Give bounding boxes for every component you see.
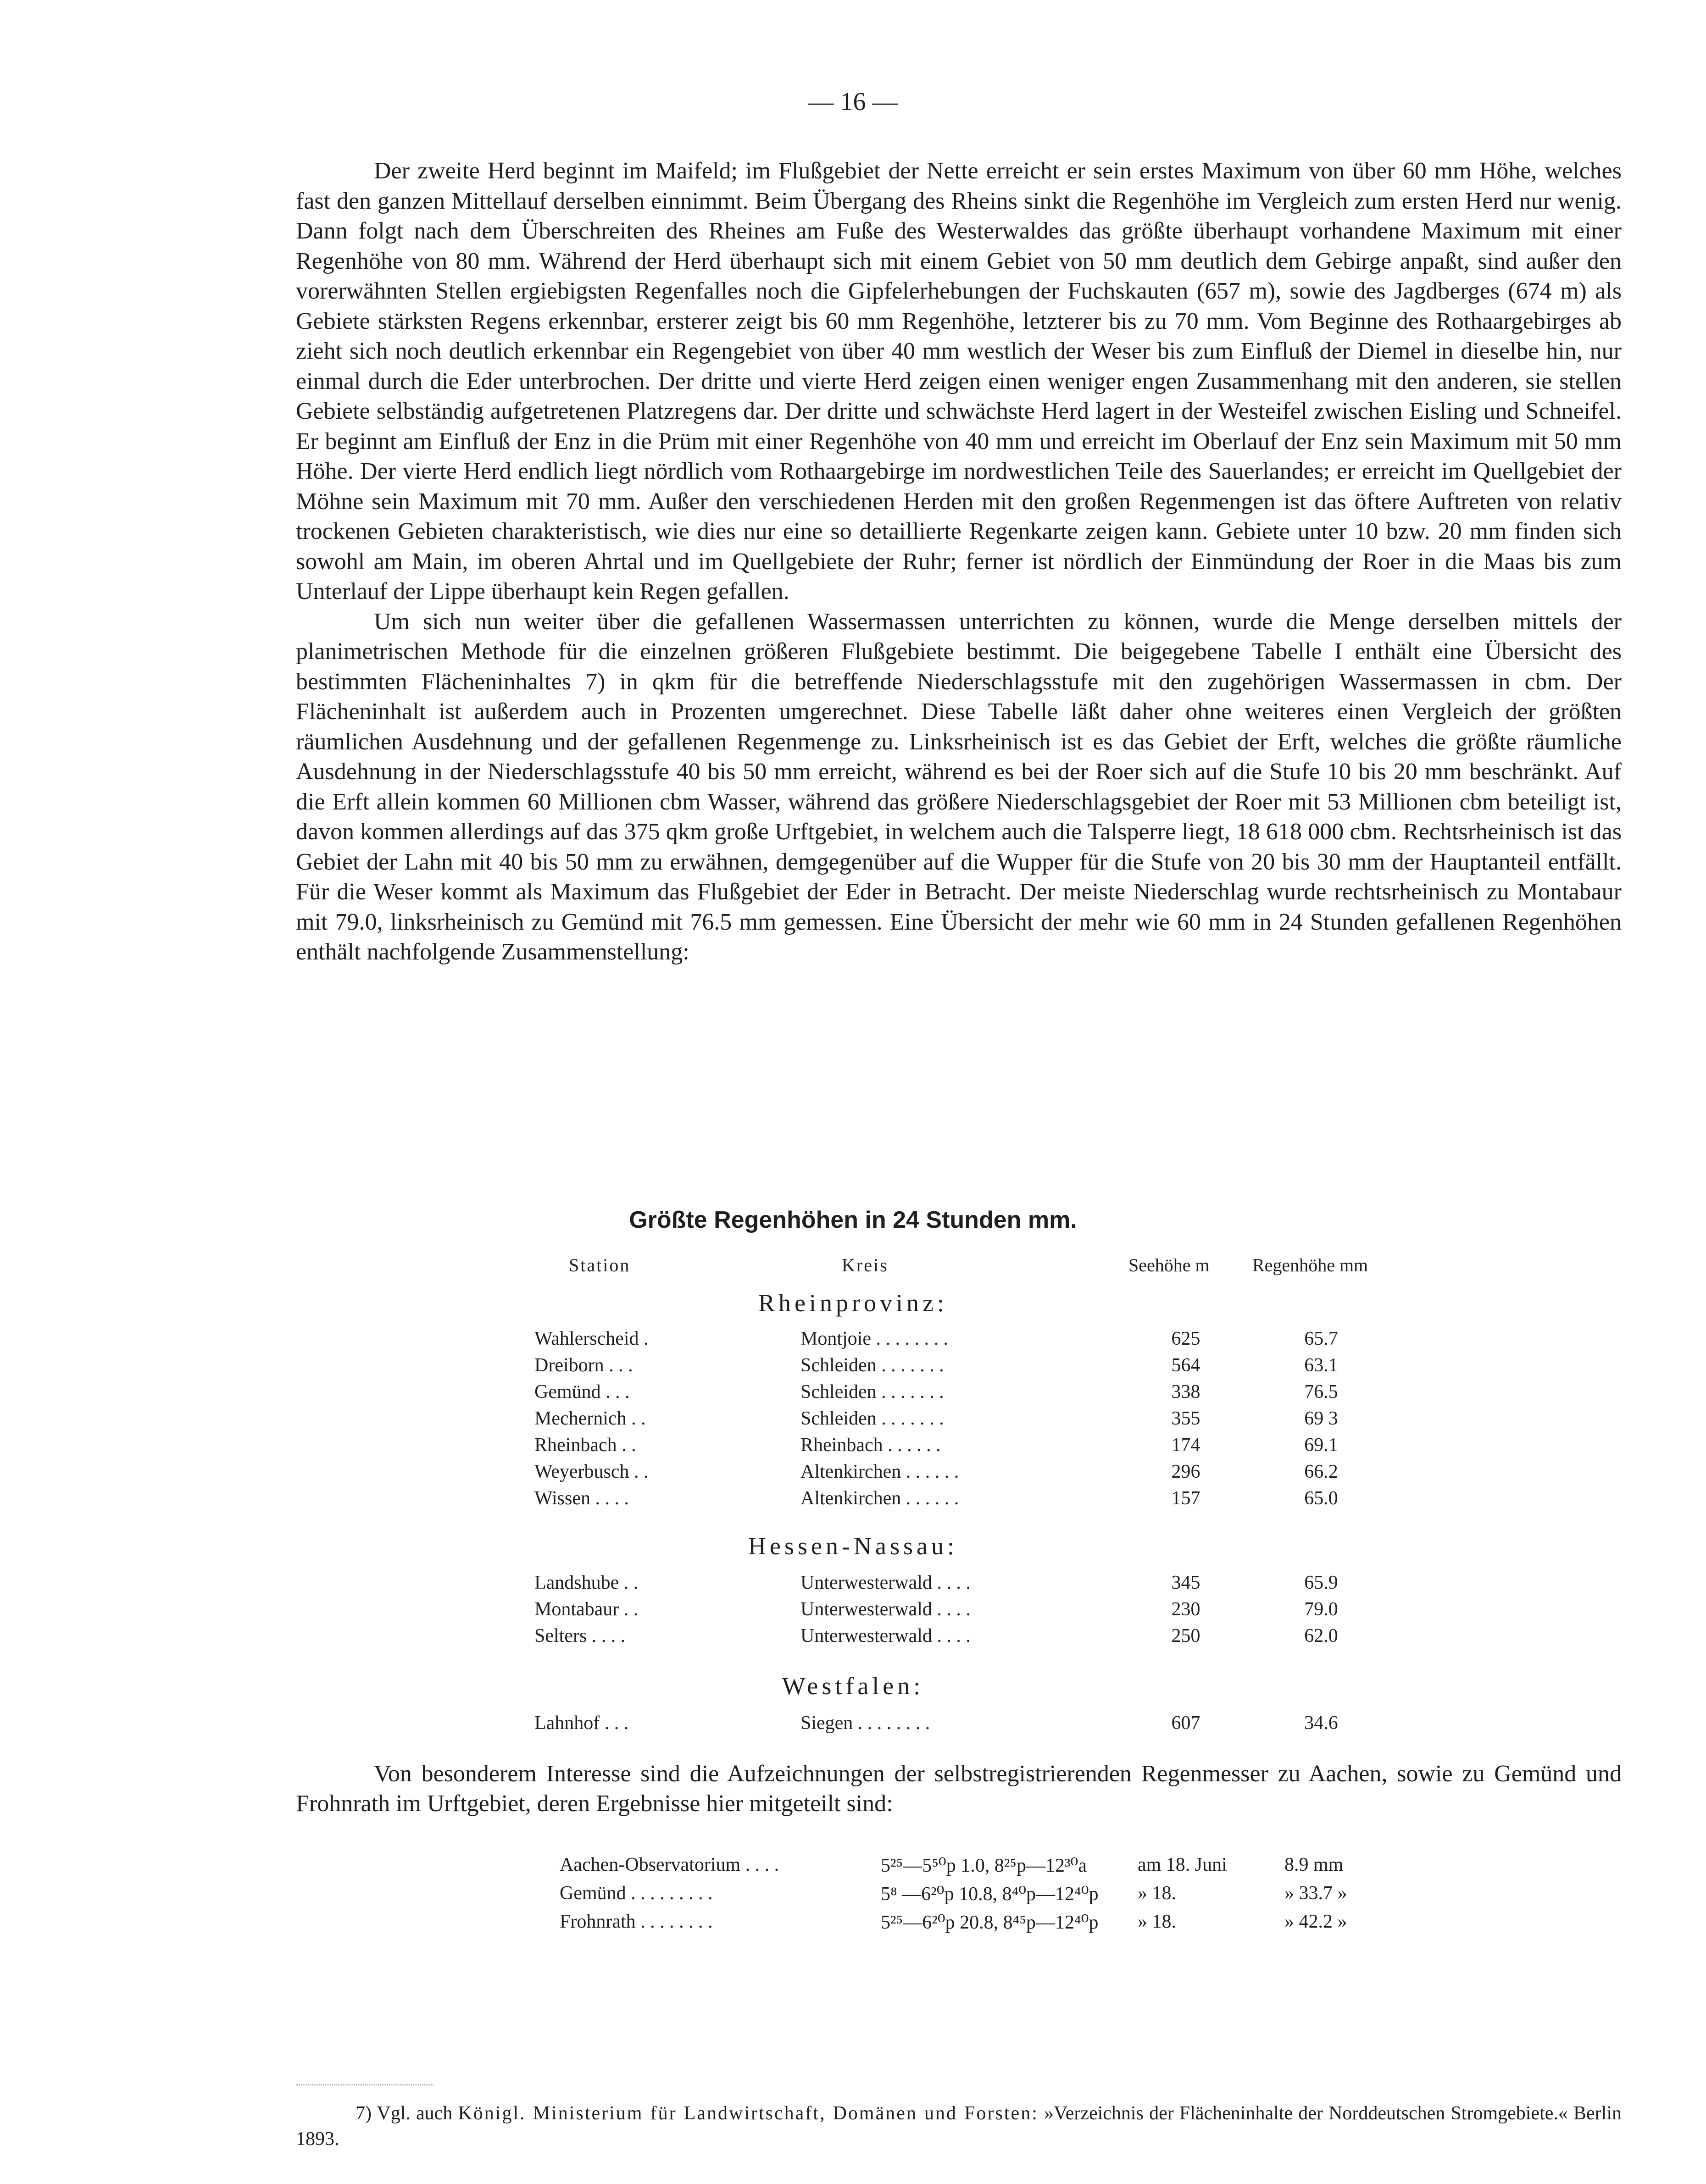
footnote-reference: »Verzeichnis der Flächeninhalte der Norddeutschen Stromgebiete.« Berlin 1893. xyxy=(296,2103,1622,2150)
table-row xyxy=(0,1434,1706,1460)
recorder-station: Gemünd . . . . . . . . . xyxy=(560,1883,713,1904)
table-header-kreis: Kreis xyxy=(842,1255,889,1275)
kreis-name: Unterwesterwald . . . . xyxy=(800,1572,971,1593)
table-header-regenhoehe: Regenhöhe mm xyxy=(1252,1255,1368,1275)
regenhoehe-value: 65.7 xyxy=(1304,1328,1338,1349)
seehoehe-value: 174 xyxy=(1171,1435,1200,1456)
kreis-name: Schleiden . . . . . . . xyxy=(800,1381,944,1402)
station-name: Selters . . . . xyxy=(534,1625,626,1646)
seehoehe-value: 355 xyxy=(1171,1408,1200,1429)
station-name: Gemünd . . . xyxy=(534,1381,630,1402)
region-heading-westfalen: Westfalen: xyxy=(782,1672,924,1700)
recorder-date: » 18. xyxy=(1138,1883,1176,1904)
recorder-value: » 33.7 » xyxy=(1284,1883,1347,1904)
recorder-times: 5²⁵—5⁵⁰p 1.0, 8²⁵p—12³⁰a xyxy=(881,1855,1087,1876)
regenhoehe-value: 66.2 xyxy=(1304,1461,1338,1482)
recorder-value: » 42.2 » xyxy=(1284,1911,1347,1932)
station-name: Lahnhof . . . xyxy=(534,1713,629,1734)
recorder-intro xyxy=(296,1759,1622,1818)
seehoehe-value: 607 xyxy=(1171,1713,1200,1734)
station-name: Wissen . . . . xyxy=(534,1488,629,1509)
paragraph-zweiter-herd: Der zweite Herd beginnt im Maifeld; im Flußgebiet der Nette erreicht er sein erstes Maximum von über 60 mm Höhe, welches fast den ganzen Mittellauf derselben einnimmt. Beim Übergang des Rheins sinkt die Regenhöhe im Vergleich zum ersten Herd nur wenig. Dann folgt nach dem Überschreiten des Rheines am Fuße des Westerwaldes das größte überhaupt vorhandene Maximum mit einer Regenhöhe von 80 mm. Während der Herd überhaupt sich mit einem Gebiet von 50 mm deutlich dem Gebirge anpaßt, sind außer den vorerwähnten Stellen ergiebigsten Regenfalles noch die Gipfelerhebungen der Fuchskauten (657 m), sowie des Jagdberges (674 m) als Gebiete stärksten Regens erkennbar, ersterer zeigt bis 60 mm Regenhöhe, letzterer bis zu 70 mm. Vom Beginne des Rothaargebirges ab zieht sich noch deutlich erkennbar ein Regengebiet von über 40 mm westlich der Weser bis zum Einfluß der Diemel in dieselbe hin, nur einmal durch die Eder unterbrochen. Der dritte und vierte Herd zeigen einen weniger engen Zusammenhang mit den anderen, sie stellen Gebiete selbständig aufgetretenen Platzregens dar. Der dritte und schwächste Herd lagert in der Westeifel zwischen Eisling und Schneifel. Er beginnt am Einfluß der Enz in die Prüm mit einer Regenhöhe von 40 mm und erreicht im Oberlauf der Enz sein Maximum mit 50 mm Höhe. Der vierte Herd endlich liegt nördlich vom Rothaargebirge im nordwestlichen Teile des Sauerlandes; er erreicht im Quellgebiet der Möhne sein Maximum mit 70 mm. Außer den verschiedenen Herden mit den großen Regenmengen ist das öftere Auftreten von relativ trockenen Gebieten charakteristisch, wie dies nur eine so detaillierte Regenkarte zeigen kann. Gebiete unter 10 bzw. 20 mm finden sich sowohl am Main, im oberen Ahrtal und im Quellgebiete der Ruhr; ferner ist nördlich der Einmündung der Roer in die Maas bis zum Unterlauf der Lippe überhaupt kein Regen gefallen. xyxy=(296,158,1622,604)
station-name: Rheinbach . . xyxy=(534,1435,636,1456)
recorder-date: am 18. Juni xyxy=(1138,1854,1227,1875)
footnote-institution: Königl. Ministerium für Landwirtschaft, Domänen und Forsten: xyxy=(458,2103,1039,2124)
kreis-name: Unterwesterwald . . . . xyxy=(800,1625,971,1646)
kreis-name: Montjoie . . . . . . . . xyxy=(800,1328,948,1349)
station-name: Wahlerscheid . xyxy=(534,1328,649,1349)
footnote-divider xyxy=(296,2084,433,2085)
seehoehe-value: 296 xyxy=(1171,1461,1200,1482)
seehoehe-value: 345 xyxy=(1171,1572,1200,1593)
seehoehe-value: 250 xyxy=(1171,1625,1200,1646)
recorder-date: » 18. xyxy=(1138,1911,1176,1932)
table-header-station: Station xyxy=(569,1255,631,1275)
table-row xyxy=(0,1712,1706,1738)
table-row xyxy=(0,1461,1706,1486)
table-row xyxy=(0,1408,1706,1433)
recorder-row xyxy=(0,1854,1706,1881)
station-name: Montabaur . . xyxy=(534,1599,639,1620)
station-name: Weyerbusch . . xyxy=(534,1461,649,1482)
footnote xyxy=(296,2101,1622,2152)
paragraph-regenmesser: Von besonderem Interesse sind die Aufzeichnungen der selbstregistrierenden Regenmesser zu Aachen, sowie zu Gemünd und Frohnrath im Urftgebiet, deren Ergebnisse hier mitgeteilt sind: xyxy=(296,1761,1622,1817)
seehoehe-value: 230 xyxy=(1171,1599,1200,1620)
regenhoehe-value: 34.6 xyxy=(1304,1713,1338,1734)
table-row xyxy=(0,1354,1706,1380)
recorder-times: 5⁸ —6²⁰p 10.8, 8⁴⁰p—12⁴⁰p xyxy=(881,1884,1099,1905)
regenhoehe-value: 63.1 xyxy=(1304,1355,1338,1376)
regenhoehe-value: 65.0 xyxy=(1304,1488,1338,1509)
seehoehe-value: 157 xyxy=(1171,1488,1200,1509)
kreis-name: Schleiden . . . . . . . xyxy=(800,1408,944,1429)
region-heading-rheinprovinz: Rheinprovinz: xyxy=(758,1289,948,1317)
regenhoehe-value: 65.9 xyxy=(1304,1572,1338,1593)
regenhoehe-value: 62.0 xyxy=(1304,1625,1338,1646)
table-row xyxy=(0,1328,1706,1353)
table-row xyxy=(0,1598,1706,1624)
station-name: Dreiborn . . . xyxy=(534,1355,633,1376)
seehoehe-value: 564 xyxy=(1171,1355,1200,1376)
kreis-name: Altenkirchen . . . . . . xyxy=(800,1488,959,1509)
region-heading-hessen-nassau: Hessen-Nassau: xyxy=(748,1532,958,1560)
recorder-row xyxy=(0,1882,1706,1910)
kreis-name: Schleiden . . . . . . . xyxy=(800,1355,944,1376)
table-row xyxy=(0,1625,1706,1651)
body-text xyxy=(296,156,1622,967)
table-row xyxy=(0,1572,1706,1597)
table-row xyxy=(0,1381,1706,1407)
regenhoehe-value: 69 3 xyxy=(1304,1408,1338,1429)
kreis-name: Rheinbach . . . . . . xyxy=(800,1435,941,1456)
table-row xyxy=(0,1487,1706,1513)
kreis-name: Altenkirchen . . . . . . xyxy=(800,1461,959,1482)
station-name: Landshube . . xyxy=(534,1572,639,1593)
seehoehe-value: 625 xyxy=(1171,1328,1200,1349)
regenhoehe-value: 69.1 xyxy=(1304,1435,1338,1456)
kreis-name: Unterwesterwald . . . . xyxy=(800,1599,971,1620)
recorder-times: 5²⁵—6²⁰p 20.8, 8⁴⁵p—12⁴⁰p xyxy=(881,1912,1099,1933)
seehoehe-value: 338 xyxy=(1171,1381,1200,1402)
recorder-value: 8.9 mm xyxy=(1284,1854,1344,1875)
footnote-marker: 7) Vgl. auch xyxy=(356,2103,453,2124)
recorder-station: Aachen-Observatorium . . . . xyxy=(560,1854,779,1875)
page-number: — 16 — xyxy=(808,88,898,116)
table-header-seehoehe: Seehöhe m xyxy=(1128,1255,1210,1275)
regenhoehe-value: 76.5 xyxy=(1304,1381,1338,1402)
kreis-name: Siegen . . . . . . . . xyxy=(800,1713,930,1734)
recorder-row xyxy=(0,1911,1706,1938)
table-title: Größte Regenhöhen in 24 Stunden mm. xyxy=(629,1207,1077,1233)
recorder-station: Frohnrath . . . . . . . . xyxy=(560,1911,713,1932)
paragraph-wassermassen: Um sich nun weiter über die gefallenen Wassermassen unterrichten zu können, wurde die Menge derselben mittels der planimetrischen Methode für die einzelnen größeren Flußgebiete bestimmt. Die beigegebene Tabelle I enthält eine Übersicht des bestimmten Flächeninhaltes 7) in qkm für die betreffende Niederschlagsstufe mit den zugehörigen Wassermassen in cbm. Der Flächeninhalt ist außerdem auch in Prozenten umgerechnet. Diese Tabelle läßt daher ohne weiteres einen Vergleich der größten räumlichen Ausdehnung und der gefallenen Regenmenge zu. Linksrheinisch ist es das Gebiet der Erft, welches die größte räumliche Ausdehnung in der Niederschlagsstufe 40 bis 50 mm erreicht, während es bei der Roer sich auf die Stufe 10 bis 20 mm beschränkt. Auf die Erft allein kommen 60 Millionen cbm Wasser, während das größere Niederschlagsgebiet der Roer mit 53 Millionen cbm beteiligt ist, davon kommen allerdings auf das 375 qkm große Urftgebiet, in welchem auch die Talsperre liegt, 18 618 000 cbm. Rechtsrheinisch ist das Gebiet der Lahn mit 40 bis 50 mm zu erwähnen, demgegenüber auf die Wupper für die Stufe von 20 bis 30 mm der Hauptanteil entfällt. Für die Weser kommt als Maximum das Flußgebiet der Eder in Betracht. Der meiste Niederschlag wurde rechtsrheinisch zu Montabaur mit 79.0, linksrheinisch zu Gemünd mit 76.5 mm gemessen. Eine Übersicht der mehr wie 60 mm in 24 Stunden gefallenen Regenhöhen enthält nachfolgende Zusammenstellung: xyxy=(296,608,1622,965)
station-name: Mechernich . . xyxy=(534,1408,646,1429)
regenhoehe-value: 79.0 xyxy=(1304,1599,1338,1620)
